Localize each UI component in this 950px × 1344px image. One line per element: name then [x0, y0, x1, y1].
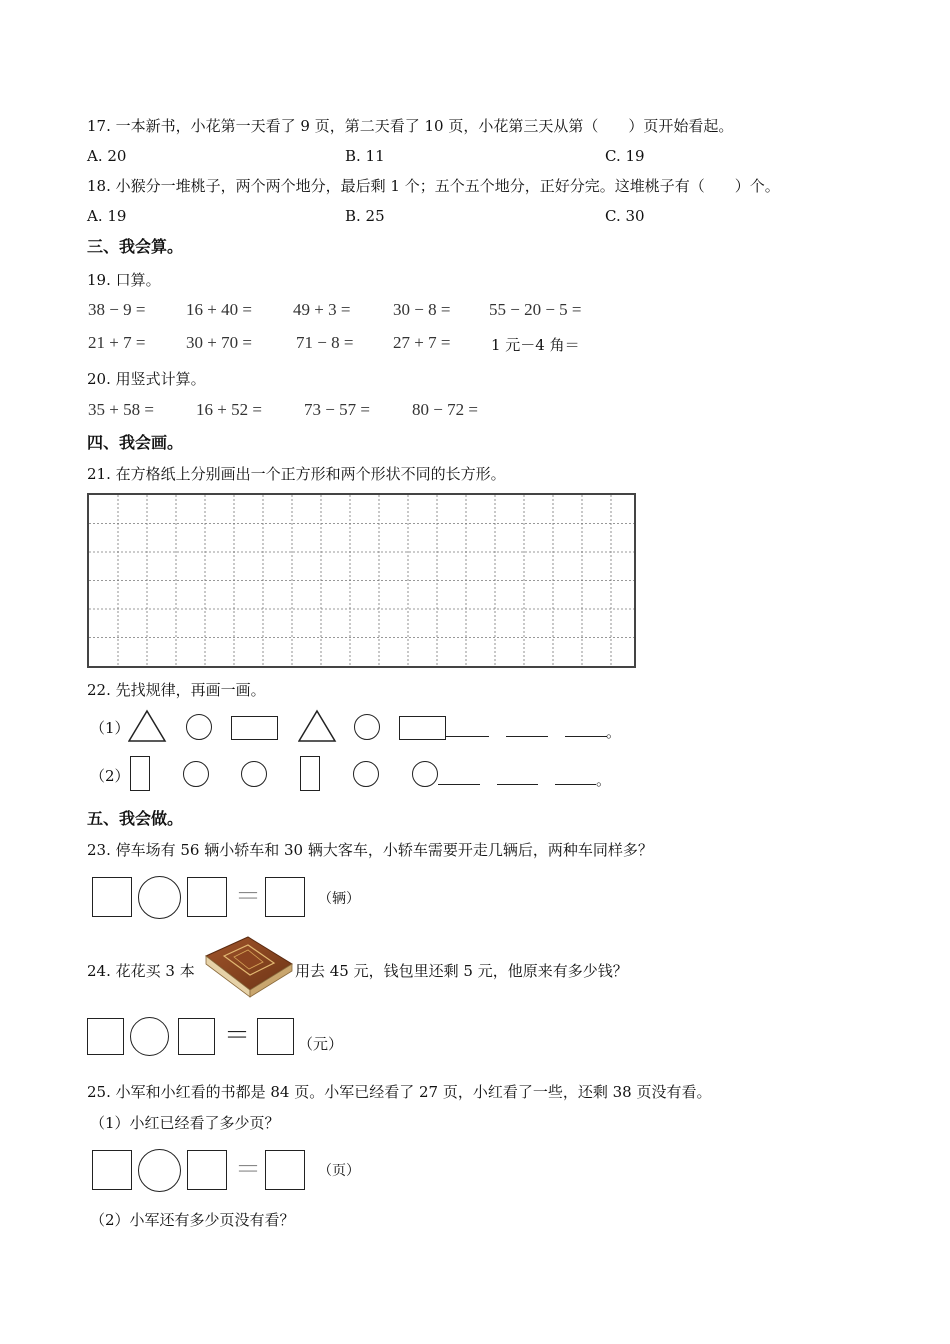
section-3-heading: 三、我会算。 — [87, 237, 184, 256]
answer-box[interactable] — [265, 877, 305, 917]
answer-box[interactable] — [87, 1018, 124, 1055]
q18-option-a[interactable]: A. 19 — [87, 207, 127, 225]
answer-box[interactable] — [265, 1150, 305, 1190]
grid-lines — [89, 495, 634, 666]
answer-blank[interactable] — [497, 784, 538, 785]
answer-blank[interactable] — [438, 784, 480, 785]
end-mark: 。 — [596, 771, 612, 789]
q19-item-6: 21 + 7 = — [88, 333, 146, 352]
q19-item-8: 71 − 8 = — [296, 333, 354, 352]
unit-label: （页） — [318, 1163, 360, 1179]
triangle-shape — [128, 709, 168, 743]
operator-circle[interactable] — [130, 1017, 169, 1056]
q25-sub2: （2）小军还有多少页没有看？ — [90, 1211, 295, 1229]
q24-stem-after: 用去 45 元，钱包里还剩 5 元，他原来有多少钱？ — [295, 962, 628, 980]
answer-box[interactable] — [178, 1018, 215, 1055]
tall-rectangle-shape — [130, 756, 150, 791]
operator-circle[interactable] — [138, 876, 181, 919]
unit-label: （辆） — [318, 891, 360, 907]
answer-box[interactable] — [187, 1150, 227, 1190]
q19-item-4: 30 − 8 = — [393, 300, 451, 319]
q23-stem: 23. 停车场有 56 辆小轿车和 30 辆大客车，小轿车需要开走几辆后，两种车同样多？ — [87, 841, 653, 859]
q22-stem: 22. 先找规律，再画一画。 — [87, 681, 266, 699]
triangle-shape — [298, 709, 338, 743]
q19-item-5: 55 − 20 − 5 = — [489, 300, 582, 319]
q22-part2-label: （2） — [90, 767, 130, 785]
circle-shape — [183, 761, 209, 787]
answer-blank[interactable] — [555, 784, 596, 785]
answer-box[interactable] — [92, 1150, 132, 1190]
equals-sign: ＝ — [224, 1021, 251, 1051]
section-5-heading: 五、我会做。 — [87, 809, 184, 828]
circle-shape — [186, 714, 212, 740]
q19-item-1: 38 − 9 = — [88, 300, 146, 319]
answer-box[interactable] — [187, 877, 227, 917]
circle-shape — [354, 714, 380, 740]
circle-shape — [241, 761, 267, 787]
operator-circle[interactable] — [138, 1149, 181, 1192]
q24-stem-before: 24. 花花买 3 本 — [87, 962, 195, 980]
rectangle-shape — [231, 716, 278, 740]
unit-label: （元） — [298, 1035, 344, 1053]
q17-stem: 17. 一本新书，小花第一天看了 9 页，第二天看了 10 页，小花第三天从第（ ）页开始看起。 — [87, 117, 734, 135]
equals-sign: ＝ — [235, 882, 262, 912]
q18-option-b[interactable]: B. 25 — [345, 207, 385, 225]
answer-box[interactable] — [257, 1018, 294, 1055]
q20-item-1: 35 + 58 = — [88, 400, 154, 419]
q22-part1-label: （1） — [90, 719, 130, 737]
rectangle-shape — [399, 716, 446, 740]
q25-sub1: （1）小红已经看了多少页？ — [90, 1114, 280, 1132]
circle-shape — [353, 761, 379, 787]
q19-item-10: 1 元－4 角＝ — [491, 336, 580, 354]
answer-box[interactable] — [92, 877, 132, 917]
q20-item-2: 16 + 52 = — [196, 400, 262, 419]
q17-option-a[interactable]: A. 20 — [87, 147, 127, 165]
q17-option-c[interactable]: C. 19 — [605, 147, 645, 165]
q19-item-2: 16 + 40 = — [186, 300, 252, 319]
q17-option-b[interactable]: B. 11 — [345, 147, 385, 165]
q19-item-9: 27 + 7 = — [393, 333, 451, 352]
end-mark: 。 — [606, 723, 622, 741]
equals-sign: ＝ — [235, 1155, 262, 1185]
q19-item-7: 30 + 70 = — [186, 333, 252, 352]
q18-stem: 18. 小猴分一堆桃子，两个两个地分，最后剩 1 个；五个五个地分，正好分完。这堆桃子有（ ）个。 — [87, 177, 780, 195]
q25-stem: 25. 小军和小红看的书都是 84 页。小军已经看了 27 页，小红看了一些，还剩 38 页没有看。 — [87, 1083, 712, 1101]
answer-blank[interactable] — [506, 736, 548, 737]
q20-stem: 20. 用竖式计算。 — [87, 370, 206, 388]
q19-item-3: 49 + 3 = — [293, 300, 351, 319]
circle-shape — [412, 761, 438, 787]
q20-item-4: 80 − 72 = — [412, 400, 478, 419]
q21-stem: 21. 在方格纸上分别画出一个正方形和两个形状不同的长方形。 — [87, 465, 506, 483]
section-4-heading: 四、我会画。 — [87, 433, 184, 452]
answer-blank[interactable] — [446, 736, 489, 737]
q18-option-c[interactable]: C. 30 — [605, 207, 645, 225]
q20-item-3: 73 − 57 = — [304, 400, 370, 419]
answer-blank[interactable] — [565, 736, 607, 737]
book-icon — [200, 934, 294, 1000]
tall-rectangle-shape — [300, 756, 320, 791]
q19-stem: 19. 口算。 — [87, 271, 161, 289]
grid-paper[interactable] — [87, 493, 636, 668]
